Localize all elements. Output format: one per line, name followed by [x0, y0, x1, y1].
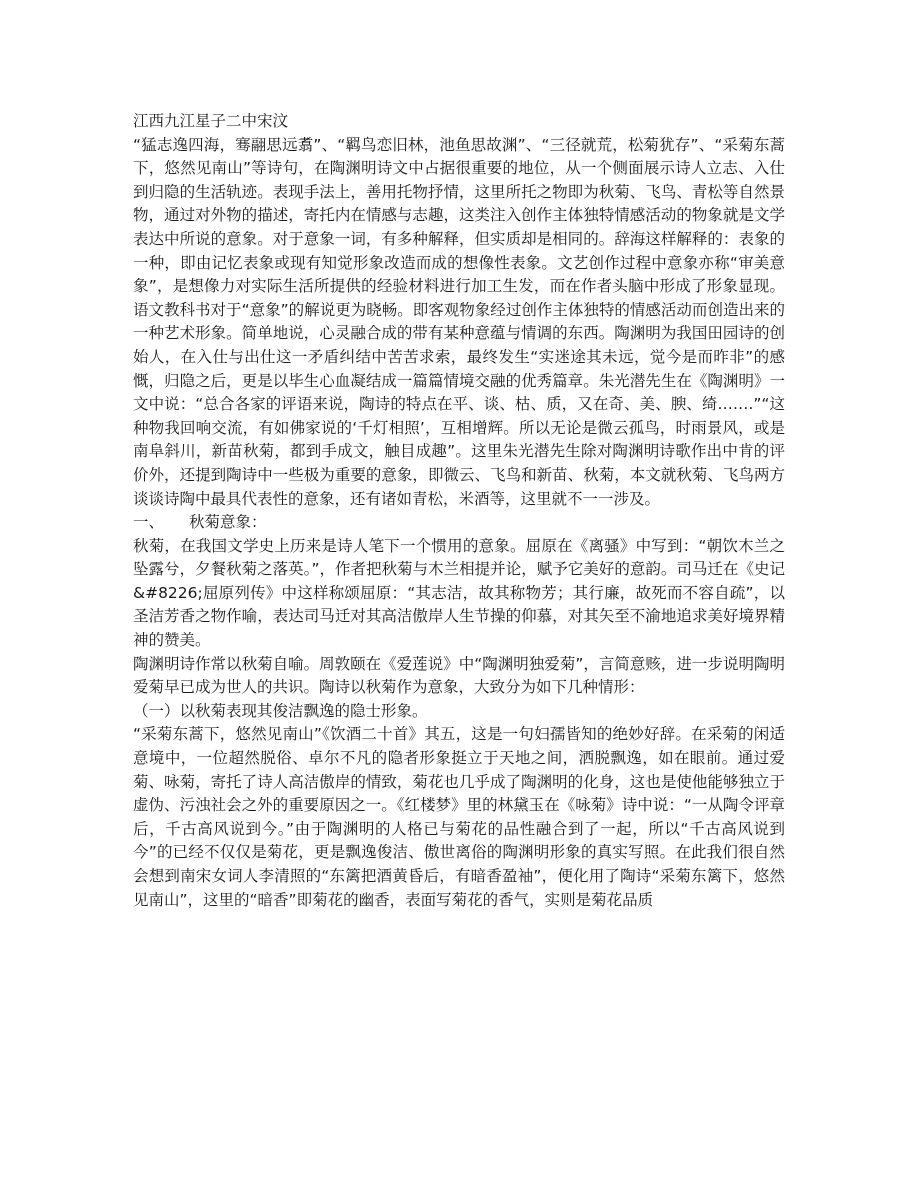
body-paragraph: “采菊东蒿下，悠然见南山”《饮酒二十首》其五，这是一句妇孺皆知的绝妙好辞。在采菊的闲适意境中，一位超然脱俗、卓尔不凡的隐者形象挺立于天地之间，洒脱飘逸，如在眼前。通过爱菊、咏菊，寄托了诗人高洁傲岸的情致，菊花也几乎成了陶渊明的化身，这也是使他能够独立于虚伪、污浊社会之外的重要原因之一。《红楼梦》里的林黛玉在《咏菊》诗中说：“一从陶令评章后，千古高风说到今。”由于陶渊明的人格已与菊花的品性融合到了一起，所以“千古高风说到今”的已经不仅仅是菊花，更是飘逸俊洁、傲世离俗的陶渊明形象的真实写照。在此我们很自然会想到南宋女词人李清照的“东篱把酒黄昏后，有暗香盈袖”，便化用了陶诗“采菊东篱下，悠然见南山”，这里的“暗香”即菊花的幽香，表面写菊花的香气，实则是菊花品质 [133, 725, 785, 909]
body-paragraph: 陶渊明诗作常以秋菊自喻。周敦颐在《爱莲说》中“陶渊明独爱菊”，言简意赅，进一步说明陶明爱菊早已成为世人的共识。陶诗以秋菊作为意象，大致分为如下几种情形： [133, 654, 785, 697]
body-paragraph: 秋菊，在我国文学史上历来是诗人笔下一个惯用的意象。屈原在《离骚》中写到：“朝饮木兰之坠露兮，夕餐秋菊之落英。”，作者把秋菊与木兰相提并论，赋予它美好的意韵。司马迁在《史记&#8226;屈原列传》中这样称颂屈原：“其志洁，故其称物芳；其行廉，故死而不容自疏”，以圣洁芳香之物作喻，表达司马迁对其高洁傲岸人生节操的仰慕，对其矢至不渝地追求美好境界精神的赞美。 [133, 536, 785, 650]
section-title: 秋菊意象： [189, 513, 267, 532]
section-number: 一、 [133, 513, 165, 532]
document-page [133, 110, 785, 912]
subsection-heading: （一）以秋菊表现其俊洁飘逸的隐士形象。 [133, 701, 428, 720]
section-heading [133, 511, 785, 535]
body-paragraph: “猛志逸四海，骞翮思远翥”、“羁鸟恋旧林，池鱼思故渊”、“三径就荒，松菊犹存”、“采菊东蒿下，悠然见南山”等诗句，在陶渊明诗文中占据很重要的地位，从一个侧面展示诗人立志、入仕到归隐的生活轨迹。表现手法上，善用托物抒情，这里所托之物即为秋菊、飞鸟、青松等自然景物，通过对外物的描述，寄托内在情感与志趣，这类注入创作主体独特情感活动的物象就是文学表达中所说的意象。对于意象一词，有多种解释，但实质却是相同的。辞海这样解释的：表象的一种，即由记忆表象或现有知觉形象改造而成的想像性表象。文艺创作过程中意象亦称“审美意象”，是想像力对实际生活所提供的经验材料进行加工生发，而在作者头脑中形成了形象显现。语文教科书对于“意象”的解说更为晓畅。即客观物象经过创作主体独特的情感活动而创造出来的一种艺术形象。简单地说，心灵融合成的带有某种意蕴与情调的东西。陶渊明为我国田园诗的创始人，在入仕与出仕这一矛盾纠结中苦苦求索，最终发生“实迷途其未远，觉今是而昨非”的感慨，归隐之后，更是以毕生心血凝结成一篇篇情境交融的优秀篇章。朱光潜先生在《陶渊明》一文中说：“总合各家的评语来说，陶诗的特点在平、谈、枯、质，又在奇、美、腴、绮…….”“这种物我回响交流，有如佛家说的‘千灯相照’，互相增辉。所以无论是微云孤鸟，时雨景风，或是南阜斜川，新苗秋菊，都到手成文，触目成趣”。这里朱光潜先生除对陶渊明诗歌作出中肯的评价外，还提到陶诗中一些极为重要的意象，即微云、飞鸟和新苗、秋菊，本文就秋菊、飞鸟两方谈谈诗陶中最具代表性的意象，还有诸如青松，米酒等，这里就不一一涉及。 [133, 135, 785, 508]
author-line: 江西九江星子二中宋汶 [133, 112, 289, 130]
